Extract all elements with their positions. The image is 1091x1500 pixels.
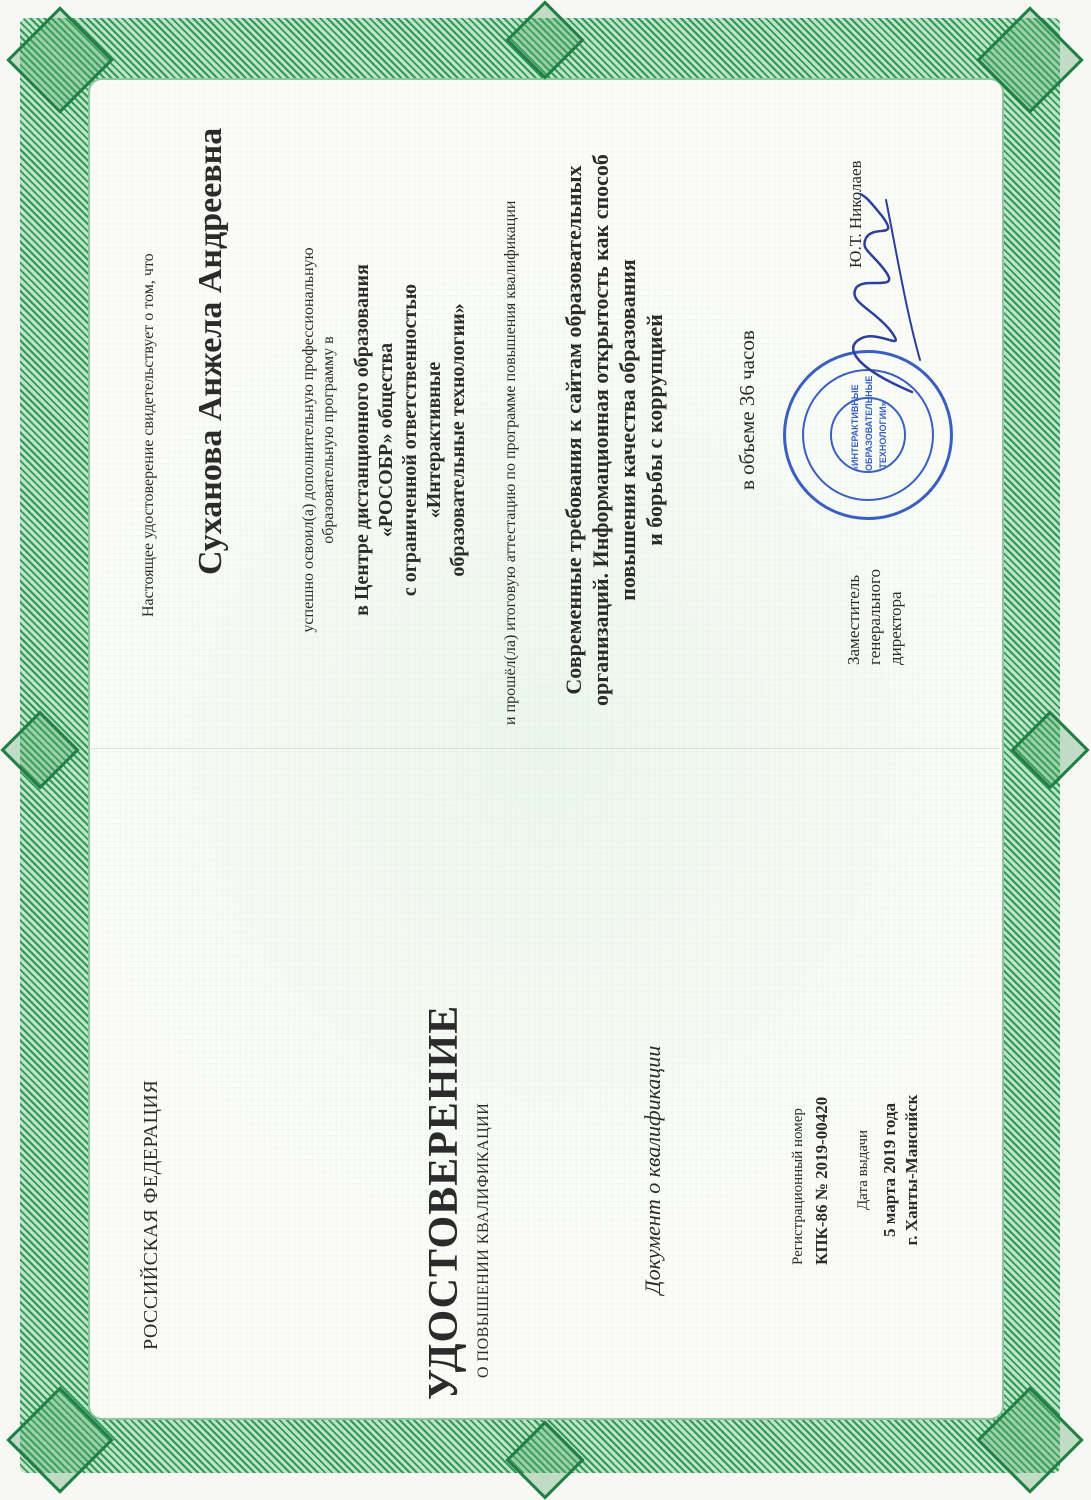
registration-label: Регистрационный номер (790, 1108, 806, 1265)
country-heading: РОССИЙСКАЯ ФЕДЕРАЦИЯ (140, 1079, 162, 1350)
organization-line-1: в Центре дистанционного образования (351, 264, 373, 616)
course-title-line-2: организаций. Информационная открытость как способ (588, 154, 613, 706)
course-title-line-4: и борьбы с коррупцией (642, 314, 667, 546)
program-line-2: образовательную программу в (320, 336, 337, 544)
signer-role-line-2: генерального (865, 568, 884, 665)
intro-text: Настоящее удостоверение свидетельствует о том, что (140, 253, 157, 617)
signer-role-line-3: директора (886, 591, 905, 665)
organization-line-2: «РОСОБР» общества (375, 342, 397, 538)
signer-name: Ю.Т. Николаев (846, 160, 865, 268)
document-title: УДОСТОВЕРЕНИЕ (421, 1004, 467, 1400)
issue-date-label: Дата выдачи (855, 1129, 871, 1211)
document-type: Документ о квалификации (640, 1045, 665, 1295)
program-line-1: успешно освоил(а) дополнительную профессиональную (300, 247, 317, 633)
registration-number: КПК-86 № 2019-00420 (812, 1096, 831, 1265)
organization-line-5: образовательные технологии» (447, 303, 469, 577)
issue-city: г. Ханты-Мансийск (902, 1094, 921, 1246)
official-seal-stamp: «ИНТЕРАКТИВНЫЕ ОБРАЗОВАТЕЛЬНЫЕ ТЕХНОЛОГИИ» (783, 350, 953, 520)
course-title-line-3: повышения качества образования (615, 259, 640, 601)
attestation-text: и прошёл(ла) итоговую аттестацию по программе повышения квалификации (502, 200, 519, 725)
handwritten-signature (820, 190, 940, 400)
course-title-line-1: Современные требования к сайтам образовательных (561, 165, 586, 695)
signer-role-line-1: Заместитель (844, 574, 863, 665)
course-hours: в объеме 36 часов (735, 330, 759, 490)
organization-line-3: с ограниченной ответственностью (399, 283, 421, 597)
issue-date: 5 марта 2019 года (880, 1103, 899, 1237)
recipient-name: Суханова Анжела Андреевна (192, 127, 229, 575)
organization-line-4: «Интерактивные (423, 361, 445, 519)
document-subtitle: О ПОВЫШЕНИИ КВАЛИФИКАЦИИ (475, 1102, 492, 1378)
